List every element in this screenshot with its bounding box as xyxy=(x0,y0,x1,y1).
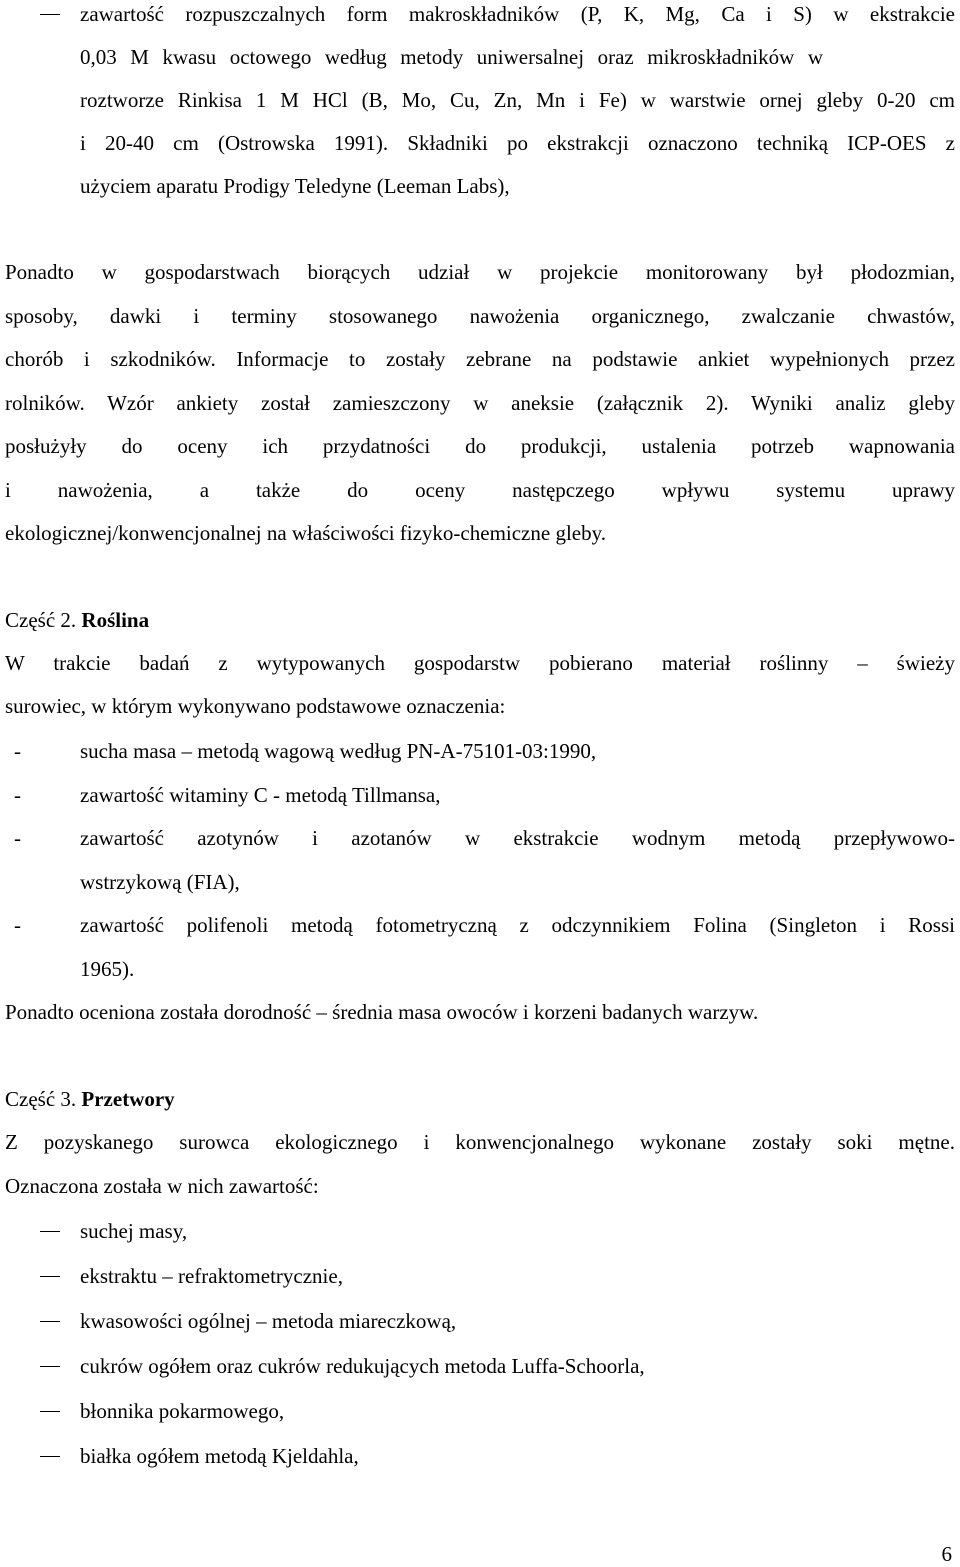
list-item-continuation: 1965). xyxy=(80,957,135,981)
bullet-dash xyxy=(40,14,60,15)
list-item: białka ogółem metodą Kjeldahla, xyxy=(80,1444,359,1468)
section-title: Przetwory xyxy=(81,1087,175,1111)
bullet-dash xyxy=(40,1366,60,1367)
bullet-dash xyxy=(40,1411,60,1412)
paragraph-line: i nawożenia, a także do oceny następczego wpływu systemu uprawy xyxy=(5,478,955,502)
list-item: błonnika pokarmowego, xyxy=(80,1399,285,1423)
list-item-continuation: wstrzykową (FIA), xyxy=(80,870,240,894)
paragraph-line: Ponadto w gospodarstwach biorących udział w projekcie monitorowany był płodozmian, xyxy=(5,260,955,284)
list-item: zawartość polifenoli metodą fotometryczną z odczynnikiem Folina (Singleton i Rossi xyxy=(80,913,955,937)
text-line: zawartość rozpuszczalnych form makroskładników (P, K, Mg, Ca i S) w ekstrakcie xyxy=(80,2,955,26)
paragraph-line: chorób i szkodników. Informacje to zostały zebrane na podstawie ankiet wypełnionych przez xyxy=(5,347,955,371)
section-number: 3. xyxy=(60,1087,77,1111)
list-item: kwasowości ogólnej – metoda miareczkową, xyxy=(80,1309,457,1333)
bullet-dash xyxy=(40,1231,60,1232)
paragraph-line: surowiec, w którym wykonywano podstawowe oznaczenia: xyxy=(5,694,506,718)
section-heading xyxy=(5,605,149,635)
paragraph-line: sposoby, dawki i terminy stosowanego nawożenia organicznego, zwalczanie chwastów, xyxy=(5,304,955,328)
page-number: 6 xyxy=(941,1542,952,1566)
paragraph-line: Z pozyskanego surowca ekologicznego i konwencjonalnego wykonane zostały soki mętne. xyxy=(5,1130,955,1154)
list-item: suchej masy, xyxy=(80,1219,188,1243)
text-line: roztworze Rinkisa 1 M HCl (B, Mo, Cu, Zn, Mn i Fe) w warstwie ornej gleby 0-20 cm xyxy=(80,88,955,112)
bullet-dash xyxy=(40,1456,60,1457)
paragraph-line: Ponadto oceniona została dorodność – średnia masa owoców i korzeni badanych warzyw. xyxy=(5,1000,759,1024)
section-number: 2. xyxy=(60,608,77,632)
bullet-dash xyxy=(40,1276,60,1277)
list-item: zawartość witaminy C - metodą Tillmansa, xyxy=(80,783,441,807)
text-line: 0,03 M kwasu octowego według metody uniwersalnej oraz mikroskładników w xyxy=(80,45,823,69)
list-item: sucha masa – metodą wagową według PN-A-75101-03:1990, xyxy=(80,739,597,763)
paragraph-line: posłużyły do oceny ich przydatności do produkcji, ustalenia potrzeb wapnowania xyxy=(5,434,955,458)
section-prefix: Część xyxy=(5,608,56,632)
bullet-dash xyxy=(40,1321,60,1322)
text-line: użyciem aparatu Prodigy Teledyne (Leeman Labs), xyxy=(80,174,510,198)
list-item: cukrów ogółem oraz cukrów redukujących metoda Luffa-Schoorla, xyxy=(80,1354,645,1378)
list-hyphen: - xyxy=(14,826,21,850)
list-hyphen: - xyxy=(14,739,21,763)
paragraph-line: rolników. Wzór ankiety został zamieszczony w aneksie (załącznik 2). Wyniki analiz gleby xyxy=(5,391,955,415)
list-hyphen: - xyxy=(14,913,21,937)
section-title: Roślina xyxy=(81,608,150,632)
list-item: zawartość azotynów i azotanów w ekstrakcie wodnym metodą przepływowo- xyxy=(80,826,955,850)
list-hyphen: - xyxy=(14,783,21,807)
paragraph-line: ekologicznej/konwencjonalnej na właściwości fizyko-chemiczne gleby. xyxy=(5,521,606,545)
paragraph-line: Oznaczona została w nich zawartość: xyxy=(5,1174,319,1198)
section-prefix: Część xyxy=(5,1087,56,1111)
section-heading xyxy=(5,1084,175,1114)
text-line: i 20-40 cm (Ostrowska 1991). Składniki po ekstrakcji oznaczono techniką ICP-OES z xyxy=(80,131,955,155)
list-item: ekstraktu – refraktometrycznie, xyxy=(80,1264,343,1288)
paragraph-line: W trakcie badań z wytypowanych gospodarstw pobierano materiał roślinny – świeży xyxy=(5,651,955,675)
